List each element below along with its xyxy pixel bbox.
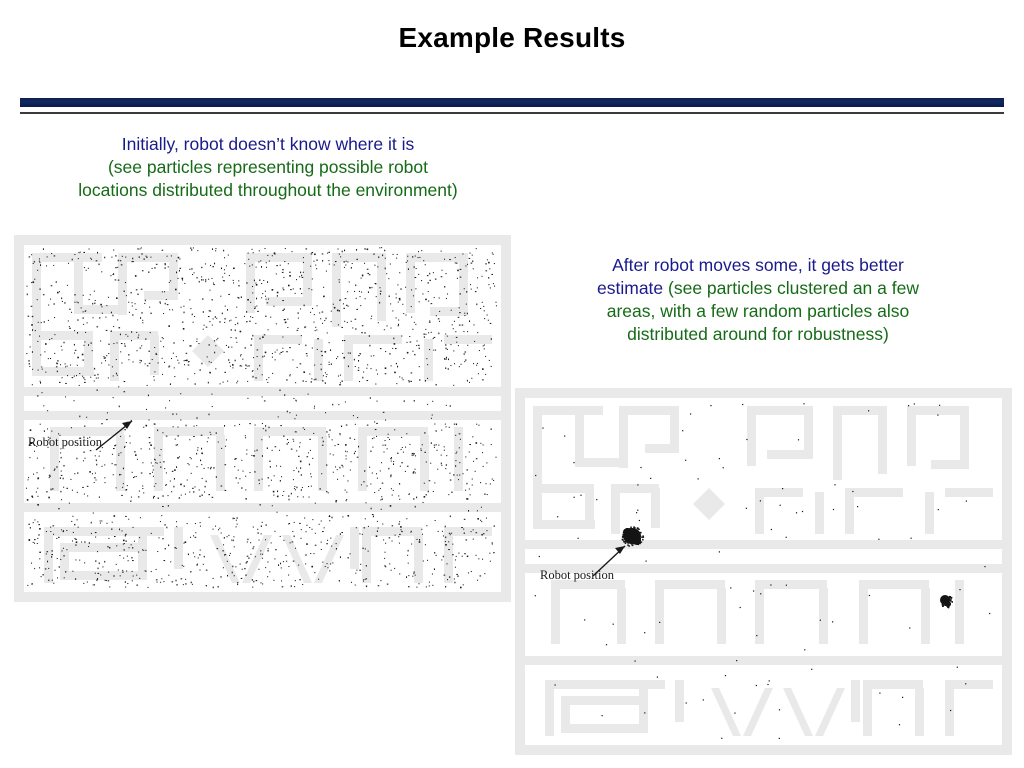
- caption-left-line3: locations distributed throughout the environment): [78, 180, 458, 201]
- caption-left: [8, 133, 528, 202]
- caption-right-line2: [512, 277, 1004, 300]
- title-divider: [20, 98, 1004, 114]
- caption-right-line2-blue: estimate: [597, 278, 669, 299]
- map-left-svg: [14, 235, 511, 602]
- robot-position-label-left: Robot position: [28, 435, 102, 449]
- figure-initial-particle-map: [14, 235, 511, 602]
- caption-left-line1: Initially, robot doesn’t know where it is: [121, 134, 415, 154]
- page-title: Example Results: [398, 22, 626, 53]
- caption-right-line2-green: (see particles clustered an a few: [668, 278, 919, 299]
- divider-bar-thin: [20, 112, 1004, 114]
- divider-bar-thick: [20, 98, 1004, 107]
- caption-right: [512, 254, 1004, 346]
- caption-right-line3: areas, with a few random particles also: [606, 301, 910, 322]
- caption-right-line4: distributed around for robustness): [627, 324, 889, 345]
- caption-right-line1: After robot moves some, it gets better: [612, 255, 904, 275]
- robot-position-label-right: Robot position: [540, 568, 614, 582]
- figure-converged-particle-map: [515, 388, 1012, 755]
- caption-left-line2: (see particles representing possible robot: [107, 157, 429, 178]
